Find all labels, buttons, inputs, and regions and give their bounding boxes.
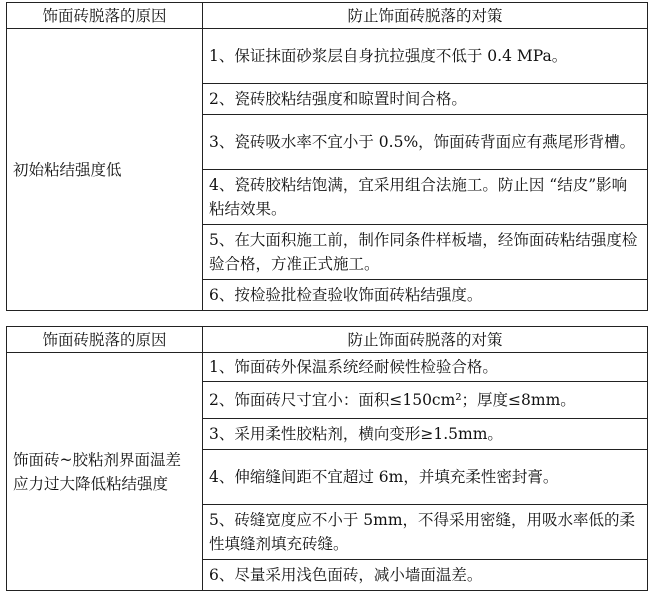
header-cause: 饰面砖脱落的原因 xyxy=(7,327,203,353)
measure-cell: 5、在大面积施工前，制作同条件样板墙，经饰面砖粘结强度检验合格，方准正式施工。 xyxy=(203,225,648,280)
measure-cell: 3、瓷砖吸水率不宜小于 0.5%，饰面砖背面应有燕尾形背槽。 xyxy=(203,115,648,170)
measure-cell: 4、瓷砖胶粘结饱满，宜采用组合法施工。防止因 “结皮”影响粘结效果。 xyxy=(203,170,648,225)
measure-cell: 1、饰面砖外保温系统经耐候性检验合格。 xyxy=(203,353,648,382)
cause-cell: 饰面砖~胶粘剂界面温差应力过大降低粘结强度 xyxy=(7,353,203,591)
measure-cell: 2、瓷砖胶粘结强度和晾置时间合格。 xyxy=(203,84,648,115)
cause-cell: 初始粘结强度低 xyxy=(7,29,203,311)
table-row xyxy=(7,29,648,84)
measure-cell: 6、尽量采用浅色面砖，减小墙面温差。 xyxy=(203,560,648,591)
table-initial-bond-strength xyxy=(6,2,648,311)
table-row xyxy=(7,353,648,382)
measure-cell: 3、采用柔性胶粘剂，横向变形≥1.5mm。 xyxy=(203,419,648,450)
table-header-row xyxy=(7,327,648,353)
header-measure: 防止饰面砖脱落的对策 xyxy=(203,327,648,353)
table-thermal-stress xyxy=(6,326,648,591)
measure-cell: 2、饰面砖尺寸宜小：面积≤150cm²；厚度≤8mm。 xyxy=(203,382,648,419)
measure-cell: 5、砖缝宽度应不小于 5mm，不得采用密缝，用吸水率低的柔性填缝剂填充砖缝。 xyxy=(203,505,648,560)
table-header-row xyxy=(7,3,648,29)
measure-cell: 1、保证抹面砂浆层自身抗拉强度不低于 0.4 MPa。 xyxy=(203,29,648,84)
header-measure: 防止饰面砖脱落的对策 xyxy=(203,3,648,29)
measure-cell: 4、伸缩缝间距不宜超过 6m，并填充柔性密封膏。 xyxy=(203,450,648,505)
header-cause: 饰面砖脱落的原因 xyxy=(7,3,203,29)
measure-cell: 6、按检验批检查验收饰面砖粘结强度。 xyxy=(203,280,648,311)
